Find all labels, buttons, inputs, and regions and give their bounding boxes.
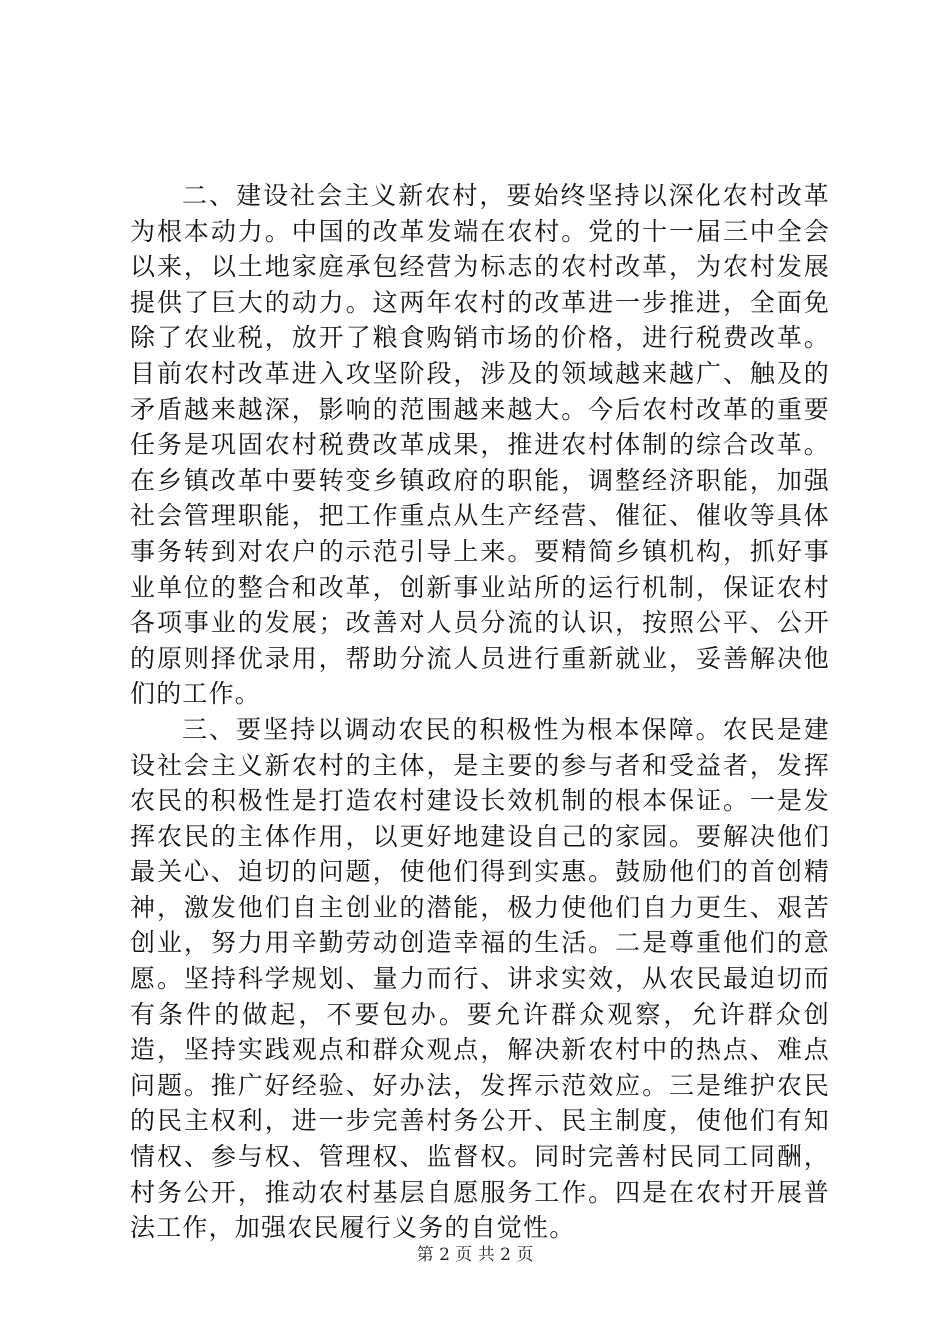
paragraph-farmer-initiative: 三、要坚持以调动农民的积极性为根本保障。农民是建设社会主义新农村的主体，是主要的参与者和受益者，发挥农民的积极性是打造农村建设长效机制的根本保证。一是发挥农民的主体作用，以更好地建设自己的家园。要解决他们最关心、迫切的问题，使他们得到实惠。鼓励他们的首创精神，激发他们自主创业的潜能，极力使他们自力更生、艰苦创业，努力用辛勤劳动创造幸福的生活。二是尊重他们的意愿。坚持科学规划、量力而行、讲求实效，从农民最迫切而有条件的做起，不要包办。要允许群众观察，允许群众创造，坚持实践观点和群众观点，解决新农村中的热点、难点问题。推广好经验、好办法，发挥示范效应。三是维护农民的民主权利，进一步完善村务公开、民主制度，使他们有知情权、参与权、管理权、监督权。同时完善村民同工同酬，村务公开，推动农村基层自愿服务工作。四是在农村开展普法工作，加强农民履行义务的自觉性。: [130, 714, 830, 1243]
paragraph-rural-reform: 二、建设社会主义新农村，要始终坚持以深化农村改革为根本动力。中国的改革发端在农村。党的十一届三中全会以来，以土地家庭承包经营为标志的农村改革，为农村发展提供了巨大的动力。这两年农村的改革进一步推进，全面免除了农业税，放开了粮食购销市场的价格，进行税费改革。目前农村改革进入攻坚阶段，涉及的领域越来越广、触及的矛盾越来越深，影响的范围越来越大。今后农村改革的重要任务是巩固农村税费改革成果，推进农村体制的综合改革。在乡镇改革中要转变乡镇政府的职能，调整经济职能，加强社会管理职能，把工作重点从生产经营、催征、催收等具体事务转到对农户的示范引导上来。要精简乡镇机构，抓好事业单位的整合和改革，创新事业站所的运行机制，保证农村各项事业的发展；改善对人员分流的认识，按照公平、公开的原则择优录用，帮助分流人员进行重新就业，妥善解决他们的工作。: [130, 181, 830, 709]
document-body: [130, 178, 830, 1246]
page-number-footer: 第 2 页 共 2 页: [416, 1245, 534, 1265]
